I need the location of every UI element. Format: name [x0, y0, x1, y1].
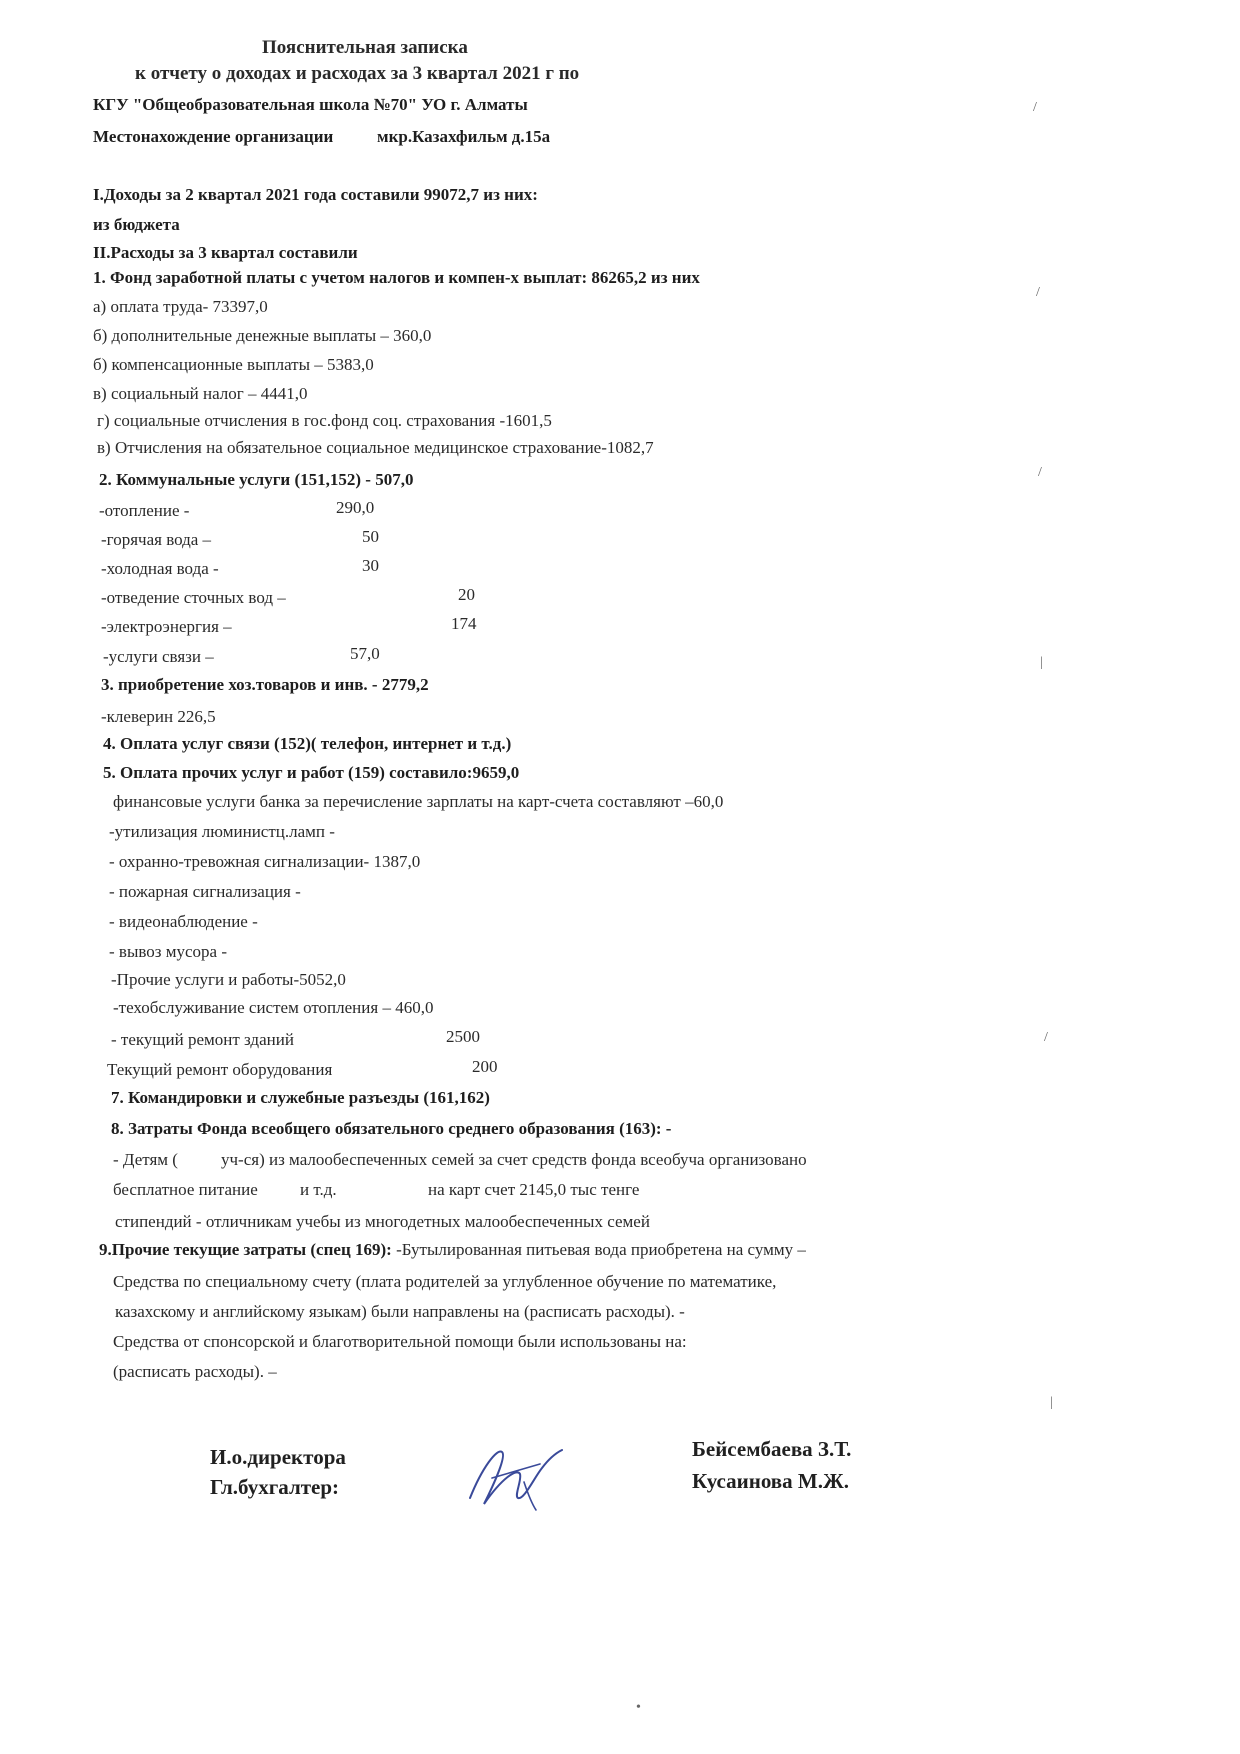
- utility-value: 20: [458, 585, 475, 604]
- other-costs-heading: 9.Прочие текущие затраты (спец 169):: [99, 1240, 392, 1259]
- other-costs-heading-rest: -Бутылированная питьевая вода приобретена на сумму –: [391, 1240, 806, 1259]
- other-costs-line: [99, 1240, 806, 1260]
- payroll-heading: 1. Фонд заработной платы с учетом налогов и компен-х выплат: 86265,2 из них: [93, 268, 700, 287]
- service-item: финансовые услуги банка за перечисление зарплаты на карт-счета составляют –60,0: [113, 792, 724, 811]
- payroll-item: в) Отчисления на обязательное социальное медицинское страхование-1082,7: [97, 438, 654, 457]
- other-services-heading: 5. Оплата прочих услуг и работ (159) составило:9659,0: [103, 763, 520, 782]
- other-costs-text: (расписать расходы). –: [113, 1362, 277, 1381]
- utility-label: -холодная вода -: [101, 559, 219, 578]
- supplies-heading: 3. приобретение хоз.товаров и инв. - 2779,2: [101, 675, 429, 694]
- utility-label: -электроэнергия –: [101, 617, 232, 636]
- scan-mark: /: [1044, 1030, 1048, 1045]
- repair-building-value: 2500: [446, 1027, 480, 1046]
- comms-heading: 4. Оплата услуг связи (152)( телефон, интернет и т.д.): [103, 734, 512, 753]
- doc-subtitle: к отчету о доходах и расходах за 3 квартал 2021 г по: [135, 63, 580, 84]
- service-item: - вывоз мусора -: [109, 942, 227, 961]
- director-title: И.о.директора: [210, 1445, 346, 1469]
- other-costs-text: казахскому и английскому языкам) были направлены на (расписать расходы). -: [115, 1302, 685, 1321]
- travel-heading: 7. Командировки и служебные разъезды (161,162): [111, 1088, 490, 1107]
- other-costs-text: Средства по специальному счету (плата родителей за углубленное обучение по математике,: [113, 1272, 777, 1291]
- payroll-item: в) социальный налог – 4441,0: [93, 384, 308, 403]
- vseobuch-text: уч-ся) из малообеспеченных семей за счет средств фонда всеобуча организовано: [221, 1150, 807, 1169]
- payroll-item: б) компенсационные выплаты – 5383,0: [93, 355, 374, 374]
- vseobuch-heading: 8. Затраты Фонда всеобщего обязательного среднего образования (163): -: [111, 1119, 672, 1138]
- scan-mark: •: [636, 1700, 641, 1715]
- utility-value: 290,0: [336, 498, 375, 517]
- supplies-item: -клеверин 226,5: [101, 707, 216, 726]
- vseobuch-text: - Детям (: [113, 1150, 178, 1169]
- scan-mark: /: [1033, 100, 1037, 115]
- payroll-item: б) дополнительные денежные выплаты – 360,0: [93, 326, 432, 345]
- scan-mark: /: [1036, 285, 1040, 300]
- vseobuch-text: и т.д.: [300, 1180, 337, 1199]
- organization-name: КГУ "Общеобразовательная школа №70" УО г. Алматы: [93, 95, 528, 114]
- repair-equipment-label: Текущий ремонт оборудования: [107, 1060, 333, 1079]
- repair-building-label: - текущий ремонт зданий: [111, 1030, 294, 1049]
- service-item: - видеонаблюдение -: [109, 912, 258, 931]
- service-item: -Прочие услуги и работы-5052,0: [111, 970, 346, 989]
- service-item: - пожарная сигнализация -: [109, 882, 301, 901]
- service-item: - охранно-тревожная сигнализации- 1387,0: [109, 852, 421, 871]
- vseobuch-text: стипендий - отличникам учебы из многодетных малообеспеченных семей: [115, 1212, 650, 1231]
- scan-mark: |: [1040, 655, 1043, 670]
- vseobuch-text: бесплатное питание: [113, 1180, 258, 1199]
- service-item: -техобслуживание систем отопления – 460,0: [113, 998, 434, 1017]
- service-item: -утилизация люминистц.ламп -: [109, 822, 335, 841]
- utility-value: 30: [362, 556, 379, 575]
- scan-mark: /: [1038, 465, 1042, 480]
- utility-value: 50: [362, 527, 379, 546]
- scan-mark: |: [1050, 1395, 1053, 1410]
- utility-label: -услуги связи –: [103, 647, 214, 666]
- utility-value: 57,0: [350, 644, 380, 663]
- director-name: Бейсембаева З.Т.: [692, 1437, 852, 1461]
- utility-label: -горячая вода –: [101, 530, 212, 549]
- utility-label: -отведение сточных вод –: [101, 588, 286, 607]
- income-source: из бюджета: [93, 215, 180, 234]
- utilities-heading: 2. Коммунальные услуги (151,152) - 507,0: [99, 470, 414, 489]
- expenses-heading: II.Расходы за 3 квартал составили: [93, 243, 358, 262]
- utility-label: -отопление -: [99, 501, 190, 520]
- payroll-item: а) оплата труда- 73397,0: [93, 297, 268, 316]
- accountant-title: Гл.бухгалтер:: [210, 1475, 340, 1499]
- income-heading: I.Доходы за 2 квартал 2021 года составили 99072,7 из них:: [93, 185, 538, 204]
- payroll-item: г) социальные отчисления в гос.фонд соц. страхования -1601,5: [97, 411, 552, 430]
- handwritten-signature: [462, 1438, 572, 1518]
- accountant-name: Кусаинова М.Ж.: [692, 1469, 849, 1493]
- utility-value: 174: [451, 614, 477, 633]
- location-value: мкр.Казахфильм д.15а: [377, 127, 551, 146]
- location-label: Местонахождение организации: [93, 127, 334, 146]
- doc-title: Пояснительная записка: [262, 37, 468, 58]
- vseobuch-text: на карт счет 2145,0 тыс тенге: [428, 1180, 640, 1199]
- repair-equipment-value: 200: [472, 1057, 498, 1076]
- other-costs-text: Средства от спонсорской и благотворительной помощи были использованы на:: [113, 1332, 687, 1351]
